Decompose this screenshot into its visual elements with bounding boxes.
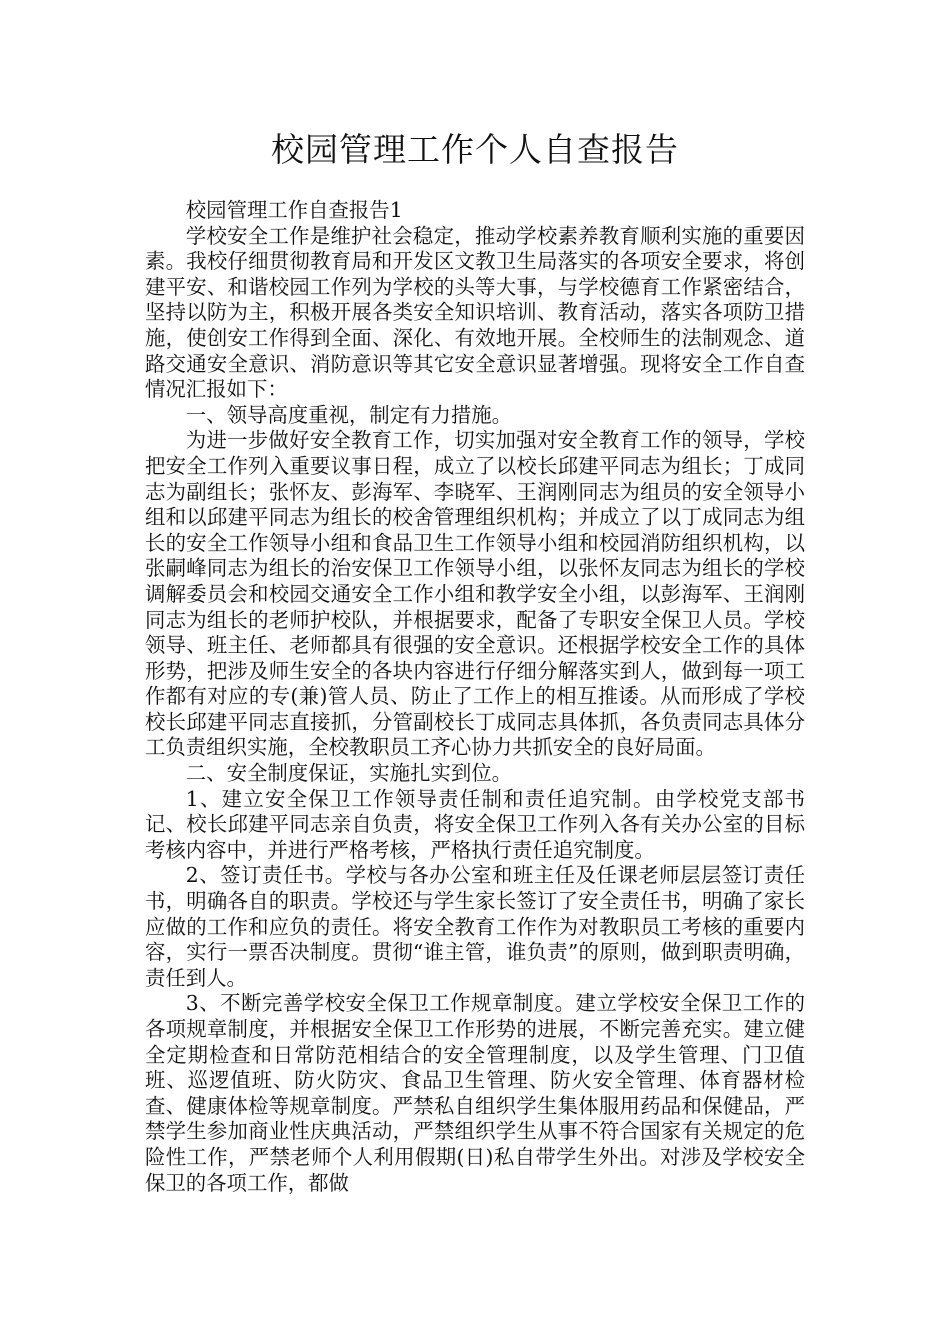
paragraph-leadership: 为进一步做好安全教育工作，切实加强对安全教育工作的领导，学校把安全工作列入重要议事日程，成立了以校长邱建平同志为组长；丁成同志为副组长；张怀友、彭海军、李晓军、王润刚同志为组员的安全领导小组和以邱建平同志为组长的校舍管理组织机构；并成立了以丁成同志为组长的安全工作领导小组和食品卫生工作领导小组和校园消防组织机构，以张嗣峰同志为组长的治安保卫工作领导小组，以张怀友同志为组长的学校调解委员会和校园交通安全工作小组和教学安全小组，以彭海军、王润刚同志为组长的老师护校队，并根据要求，配备了专职安全保卫人员。学校领导、班主任、老师都具有很强的安全意识。还根据学校安全工作的具体形势，把涉及师生安全的各块内容进行仔细分解落实到人，做到每一项工作都有对应的专(兼)管人员、防止了工作上的相互推诿。从而形成了学校校长邱建平同志直接抓，分管副校长丁成同志具体抓，各负责同志具体分工负责组织实施，全校教职员工齐心协力共抓安全的良好局面。 — [145, 428, 805, 760]
document-title: 校园管理工作个人自查报告 — [271, 130, 679, 169]
section-heading-1: 一、领导高度重视，制定有力措施。 — [185, 402, 513, 427]
section-heading-2: 二、安全制度保证，实施扎实到位。 — [185, 761, 513, 786]
document-body — [145, 198, 805, 1196]
paragraph-intro: 学校安全工作是维护社会稳定，推动学校素养教育顺利实施的重要因素。我校仔细贯彻教育局和开发区文教卫生局落实的各项安全要求，将创建平安、和谐校园工作列为学校的头等大事，与学校德育工作紧密结合，坚持以防为主，积极开展各类安全知识培训、教育活动，落实各项防卫措施，使创安工作得到全面、深化、有效地开展。全校师生的法制观念、道路交通安全意识、消防意识等其它安全意识显著增强。现将安全工作自查情况汇报如下： — [145, 223, 805, 402]
paragraph-subtitle: 校园管理工作自查报告1 — [185, 198, 403, 222]
paragraph-item-2: 2、签订责任书。学校与各办公室和班主任及任课老师层层签订责任书，明确各自的职责。学校还与学生家长签订了安全责任书，明确了家长应做的工作和应负的责任。将安全教育工作作为对教职员工考核的重要内容，实行一票否决制度。贯彻“谁主管，谁负责”的原则，做到职责明确，责任到人。 — [145, 863, 805, 990]
paragraph-item-1: 1、建立安全保卫工作领导责任制和责任追究制。由学校党支部书记、校长邱建平同志亲自负责，将安全保卫工作列入各有关办公室的目标考核内容中，并进行严格考核，严格执行责任追究制度。 — [145, 786, 805, 862]
paragraph-item-3: 3、不断完善学校安全保卫工作规章制度。建立学校安全保卫工作的各项规章制度，并根据安全保卫工作形势的进展，不断完善充实。建立健全定期检查和日常防范相结合的安全管理制度，以及学生管理、门卫值班、巡逻值班、防火防灾、食品卫生管理、防火安全管理、体育器材检查、健康体检等规章制度。严禁私自组织学生集体服用药品和保健品，严禁学生参加商业性庆典活动，严禁组织学生从事不符合国家有关规定的危险性工作，严禁老师个人利用假期(日)私自带学生外出。对涉及学校安全保卫的各项工作，都做 — [145, 991, 805, 1195]
